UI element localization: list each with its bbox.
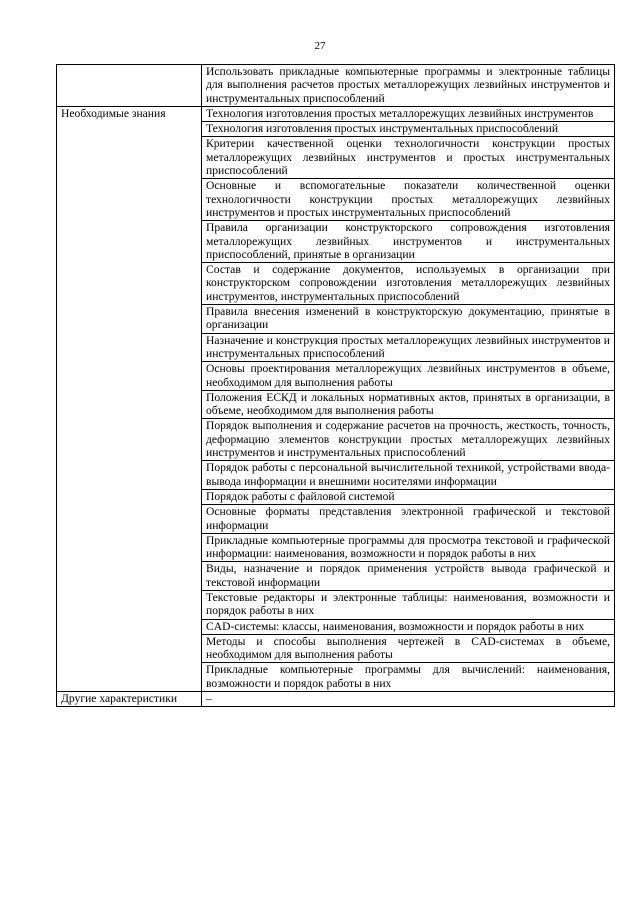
- row-label-cell: Необходимые знания: [57, 106, 202, 691]
- qualification-table: [56, 64, 615, 707]
- row-content-cell: Назначение и конструкция простых металлорежущих лезвийных инструментов и инструментальных приспособлений: [202, 333, 615, 362]
- row-content-cell: Использовать прикладные компьютерные программы и электронные таблицы для выполнения расчетов простых металлорежущих лезвийных инструментов и инструментальных приспособлений: [202, 65, 615, 107]
- row-content-cell: Порядок работы с файловой системой: [202, 489, 615, 504]
- row-content-cell: Технология изготовления простых металлорежущих лезвийных инструментов: [202, 106, 615, 121]
- row-content-cell: Положения ЕСКД и локальных нормативных актов, принятых в организации, в объеме, необходимом для выполнения работы: [202, 390, 615, 419]
- row-content-cell: Методы и способы выполнения чертежей в CAD-системах в объеме, необходимом для выполнения работы: [202, 634, 615, 663]
- row-content-cell: Состав и содержание документов, используемых в организации при конструкторском сопровождении изготовления металлорежущих лезвийных инструментов, инструментальных приспособлений: [202, 263, 615, 305]
- row-label-cell: Другие характеристики: [57, 692, 202, 707]
- row-content-cell: –: [202, 692, 615, 707]
- row-content-cell: Основные и вспомогательные показатели количественной оценки технологичности конструкции простых металлорежущих лезвийных инструментов и простых инструментальных приспособлений: [202, 179, 615, 221]
- row-content-cell: CAD-системы: классы, наименования, возможности и порядок работы в них: [202, 619, 615, 634]
- row-content-cell: Прикладные компьютерные программы для просмотра текстовой и графической информации: наименования, возможности и порядок работы в них: [202, 533, 615, 562]
- row-content-cell: Основные форматы представления электронной графической и текстовой информации: [202, 505, 615, 534]
- row-content-cell: Технология изготовления простых инструментальных приспособлений: [202, 122, 615, 137]
- row-content-cell: Правила организации конструкторского сопровождения изготовления металлорежущих лезвийных инструментов и инструментальных приспособлений, принятые в организации: [202, 221, 615, 263]
- table-row: [57, 692, 615, 707]
- row-content-cell: Основы проектирования металлорежущих лезвийных инструментов в объеме, необходимом для выполнения работы: [202, 362, 615, 391]
- table-row: [57, 106, 615, 121]
- table-row: [57, 65, 615, 107]
- row-content-cell: Виды, назначение и порядок применения устройств вывода графической и текстовой информации: [202, 562, 615, 591]
- row-content-cell: Порядок работы с персональной вычислительной техникой, устройствами ввода-вывода информации и внешними носителями информации: [202, 461, 615, 490]
- row-content-cell: Порядок выполнения и содержание расчетов на прочность, жесткость, точность, деформацию элементов конструкции простых металлорежущих лезвийных инструментов и инструментальных приспособлений: [202, 419, 615, 461]
- row-content-cell: Текстовые редакторы и электронные таблицы: наименования, возможности и порядок работы в них: [202, 590, 615, 619]
- row-content-cell: Правила внесения изменений в конструкторскую документацию, принятые в организации: [202, 305, 615, 334]
- page-number: 27: [314, 40, 326, 52]
- table-body: [57, 65, 615, 707]
- row-label-cell: [57, 65, 202, 107]
- row-content-cell: Критерии качественной оценки технологичности конструкции простых металлорежущих лезвийных инструментов и простых инструментальных приспособлений: [202, 137, 615, 179]
- row-content-cell: Прикладные компьютерные программы для вычислений: наименования, возможности и порядок работы в них: [202, 663, 615, 692]
